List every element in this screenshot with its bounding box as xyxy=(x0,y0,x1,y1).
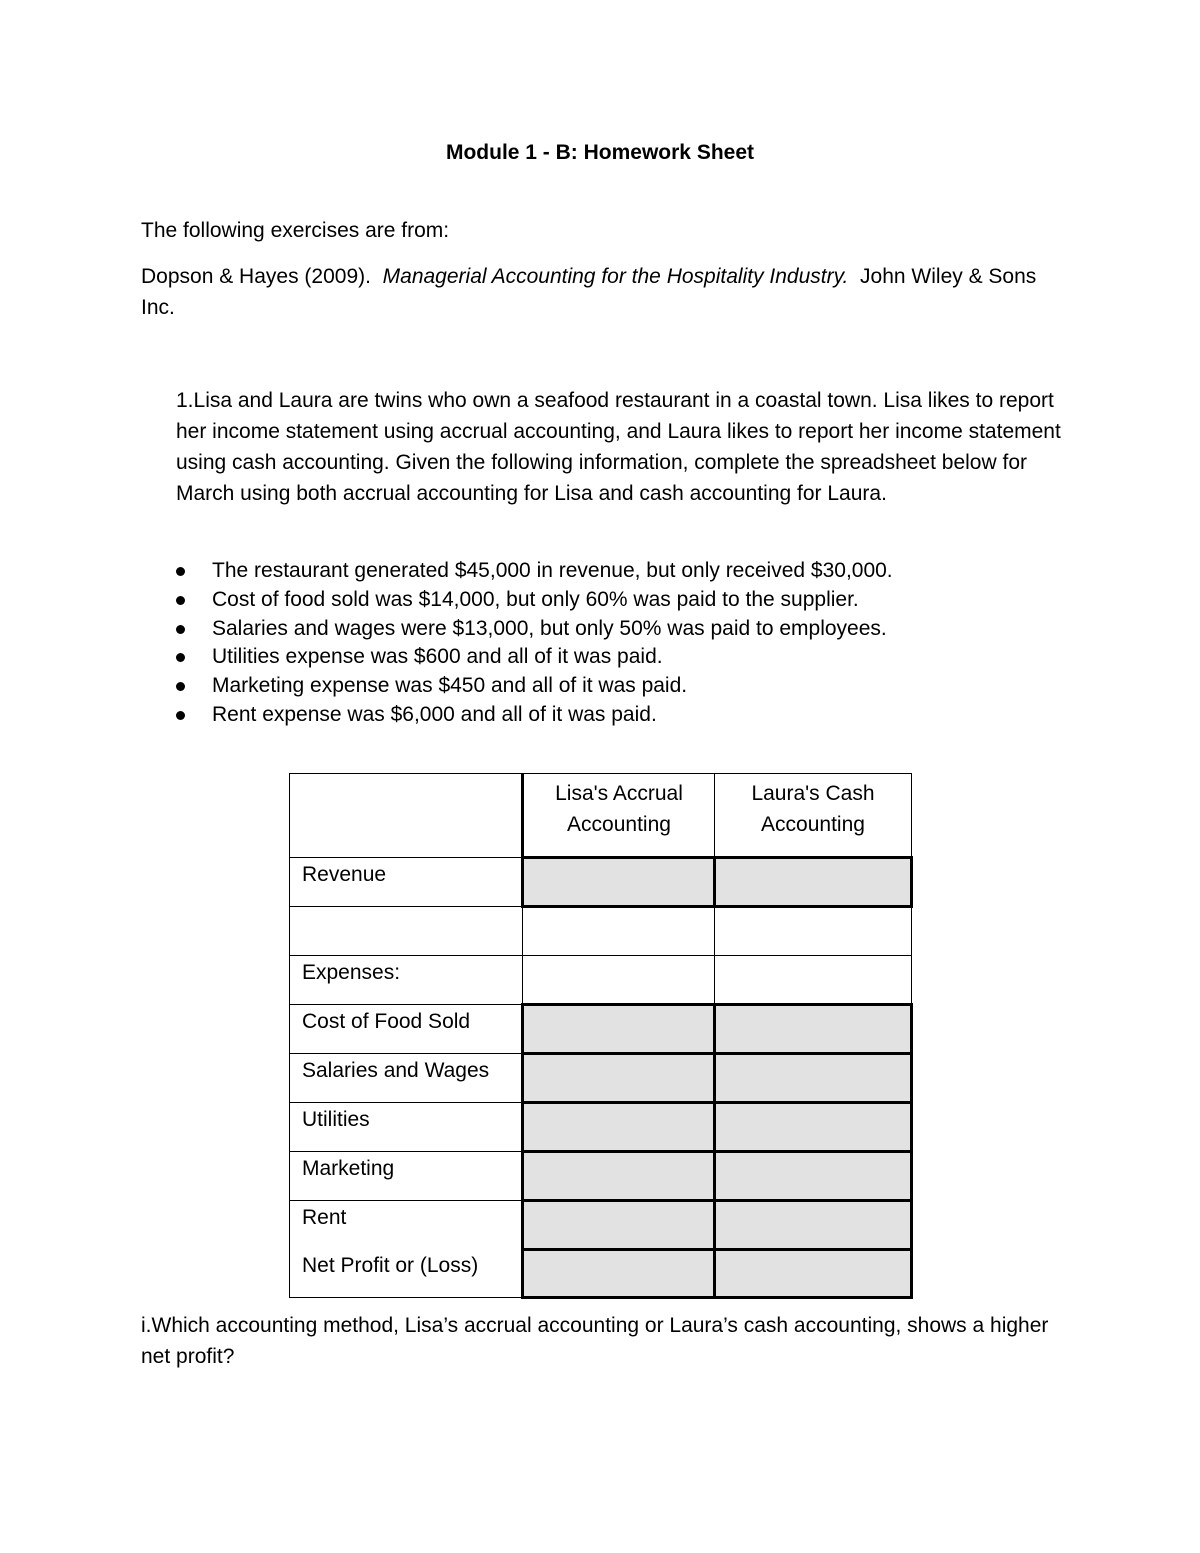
list-item: The restaurant generated $45,000 in revenue, but only received $30,000. xyxy=(176,557,893,586)
header-lisa-accrual: Lisa's Accrual Accounting xyxy=(523,774,715,858)
row-label-cost-of-food-sold: Cost of Food Sold xyxy=(290,1005,523,1054)
utilities-accrual-cell[interactable] xyxy=(523,1103,715,1152)
list-item: Utilities expense was $600 and all of it was paid. xyxy=(176,643,893,672)
header-laura-cash: Laura's Cash Accounting xyxy=(715,774,912,858)
salaries-cash-cell[interactable] xyxy=(715,1054,912,1103)
citation-book-title: Managerial Accounting for the Hospitality Industry. xyxy=(382,265,849,288)
rent-accrual-cell[interactable] xyxy=(523,1201,715,1250)
table-row xyxy=(290,1005,912,1054)
marketing-accrual-cell[interactable] xyxy=(523,1152,715,1201)
list-item: Marketing expense was $450 and all of it was paid. xyxy=(176,672,893,701)
source-intro: The following exercises are from: xyxy=(141,219,450,242)
table-header-row xyxy=(290,774,912,858)
expenses-cash-cell xyxy=(715,956,912,1005)
table-row xyxy=(290,1201,912,1250)
list-item: Cost of food sold was $14,000, but only 60% was paid to the supplier. xyxy=(176,586,893,615)
blank-cash-cell xyxy=(715,907,912,956)
facts-list xyxy=(176,557,893,730)
header-blank xyxy=(290,774,523,858)
revenue-cash-cell[interactable] xyxy=(715,858,912,907)
bullet-icon xyxy=(176,596,185,605)
row-label-blank xyxy=(290,907,523,956)
utilities-cash-cell[interactable] xyxy=(715,1103,912,1152)
row-label-rent: Rent xyxy=(290,1201,523,1250)
accounting-table-wrapper xyxy=(289,773,911,1279)
rent-cash-cell[interactable] xyxy=(715,1201,912,1250)
row-label-utilities: Utilities xyxy=(290,1103,523,1152)
table-row xyxy=(290,1054,912,1103)
list-item: Rent expense was $6,000 and all of it was paid. xyxy=(176,701,893,730)
marketing-cash-cell[interactable] xyxy=(715,1152,912,1201)
citation-publisher: John Wiley & Sons Inc. xyxy=(141,265,1037,319)
bullet-icon xyxy=(176,711,185,720)
revenue-accrual-cell[interactable] xyxy=(523,858,715,907)
bullet-icon xyxy=(176,653,185,662)
blank-accrual-cell xyxy=(523,907,715,956)
salaries-accrual-cell[interactable] xyxy=(523,1054,715,1103)
page-title: Module 1 - B: Homework Sheet xyxy=(445,141,755,164)
table-row xyxy=(290,907,912,956)
bullet-icon xyxy=(176,567,185,576)
table-row xyxy=(290,1152,912,1201)
table-row xyxy=(290,858,912,907)
net-profit-cash-cell[interactable] xyxy=(715,1249,912,1298)
accounting-table xyxy=(289,773,913,1299)
row-label-marketing: Marketing xyxy=(290,1152,523,1201)
citation-authors: Dopson & Hayes (2009). xyxy=(141,265,371,288)
row-label-net-profit: Net Profit or (Loss) xyxy=(290,1249,523,1298)
question-i: i.Which accounting method, Lisa’s accrual accounting or Laura’s cash accounting, shows a higher net profit? xyxy=(141,1314,1049,1368)
citation xyxy=(141,261,1071,323)
table-row xyxy=(290,1249,912,1298)
row-label-revenue: Revenue xyxy=(290,858,523,907)
bullet-icon xyxy=(176,682,185,691)
expenses-accrual-cell xyxy=(523,956,715,1005)
table-row xyxy=(290,956,912,1005)
row-label-salaries: Salaries and Wages xyxy=(290,1054,523,1103)
list-item: Salaries and wages were $13,000, but only 50% was paid to employees. xyxy=(176,615,893,644)
question-1: 1.Lisa and Laura are twins who own a seafood restaurant in a coastal town. Lisa likes to report her income statement using accrual accounting, and Laura likes to report her income statement using cash accounting. Given the following information, complete the spreadsheet below for March using both accrual accounting for Lisa and cash accounting for Laura. xyxy=(176,389,1061,505)
bullet-icon xyxy=(176,625,185,634)
food-cash-cell[interactable] xyxy=(715,1005,912,1054)
table-row xyxy=(290,1103,912,1152)
net-profit-accrual-cell[interactable] xyxy=(523,1249,715,1298)
row-label-expenses: Expenses: xyxy=(290,956,523,1005)
food-accrual-cell[interactable] xyxy=(523,1005,715,1054)
